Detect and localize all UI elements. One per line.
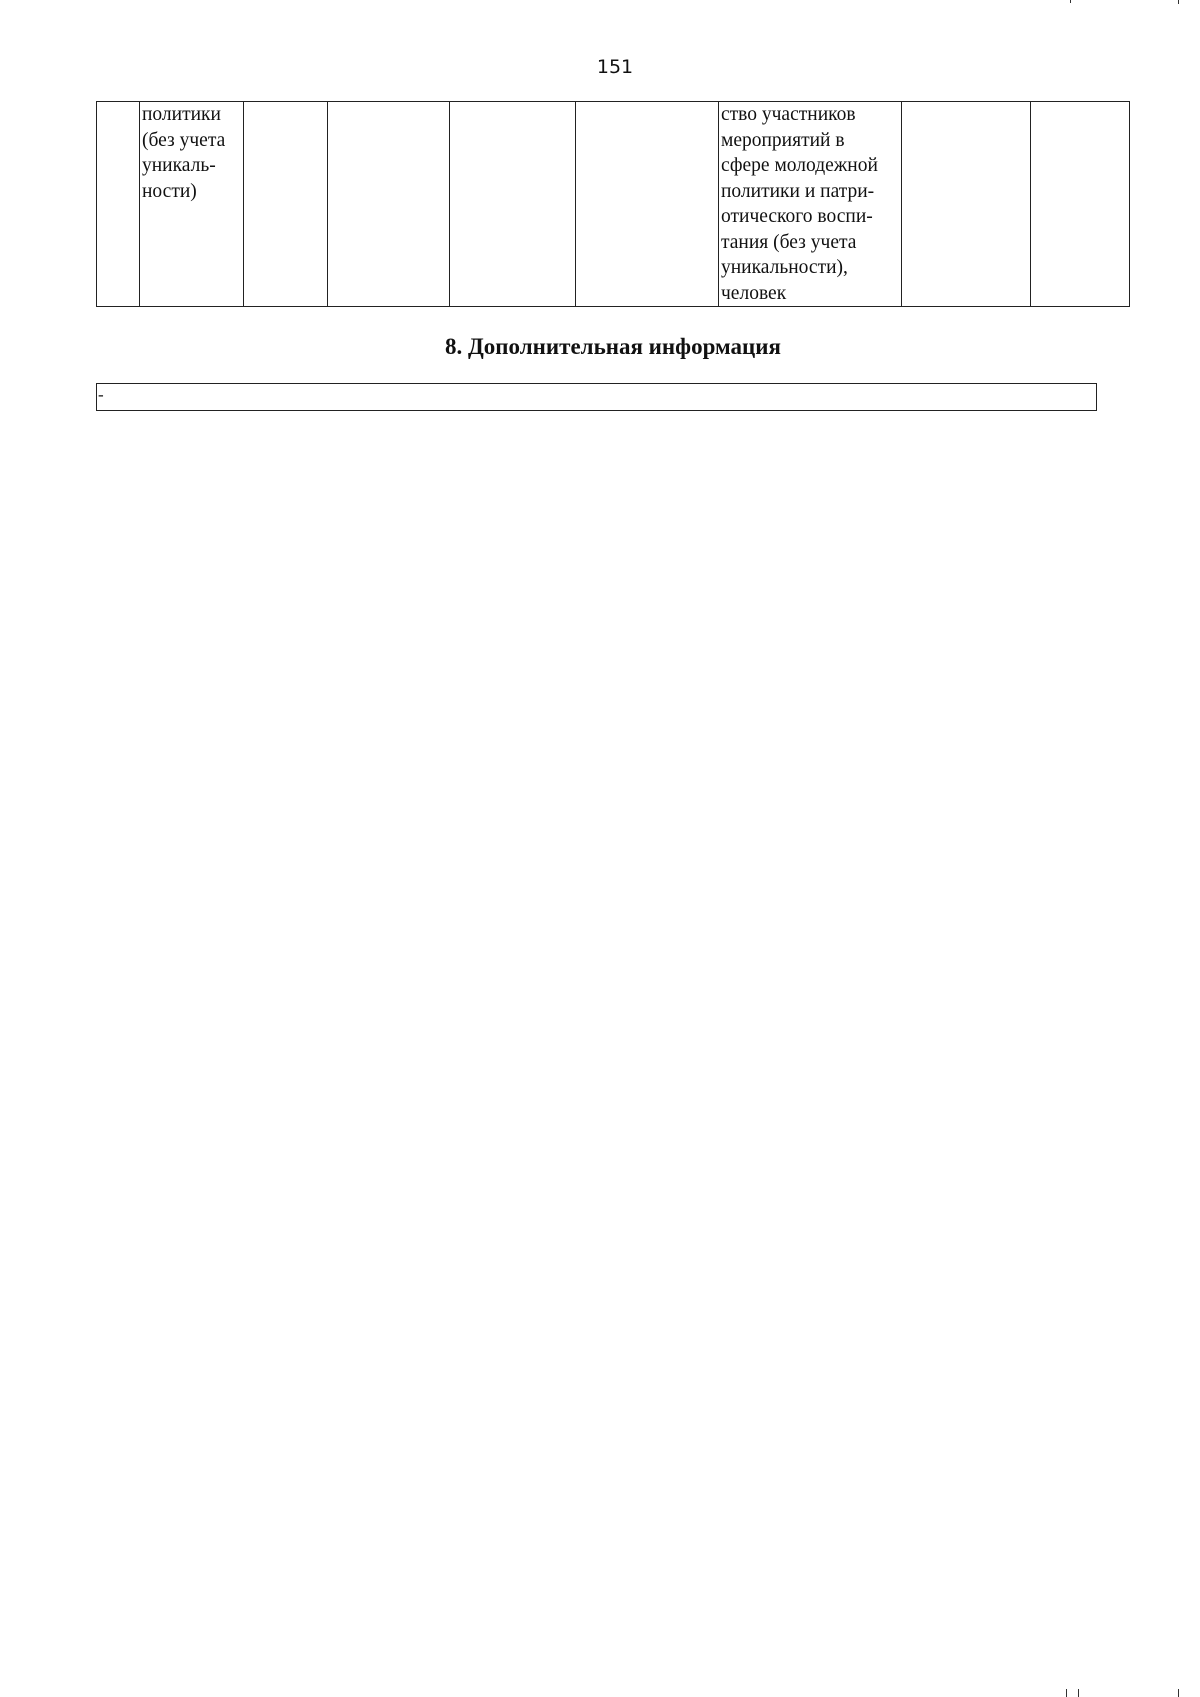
table-row (97, 102, 1130, 307)
scan-edge-mark (1178, 1689, 1179, 1697)
table-cell (244, 102, 328, 307)
scan-edge-mark (1070, 0, 1071, 3)
table-cell (576, 102, 719, 307)
scan-edge-mark (1078, 1689, 1079, 1697)
scan-edge-mark (1178, 0, 1179, 4)
table-cell (450, 102, 576, 307)
table-cell-name: политики (без учета уникаль- ности) (140, 102, 244, 307)
table-cell-indicator: ство участников мероприятий в сфере молодежной политики и патри- отического воспи- тания (без учета уникальности), человек (719, 102, 902, 307)
table-cell (1031, 102, 1130, 307)
scan-edge-mark (1066, 1689, 1067, 1697)
table-cell-number (97, 102, 140, 307)
table-cell (902, 102, 1031, 307)
additional-info-box: - (96, 383, 1097, 411)
page-number: 151 (596, 56, 634, 78)
indicator-table (96, 101, 1130, 307)
table-cell (328, 102, 450, 307)
section-heading: 8. Дополнительная информация (444, 334, 781, 359)
indicator-table-fragment (96, 101, 1129, 307)
